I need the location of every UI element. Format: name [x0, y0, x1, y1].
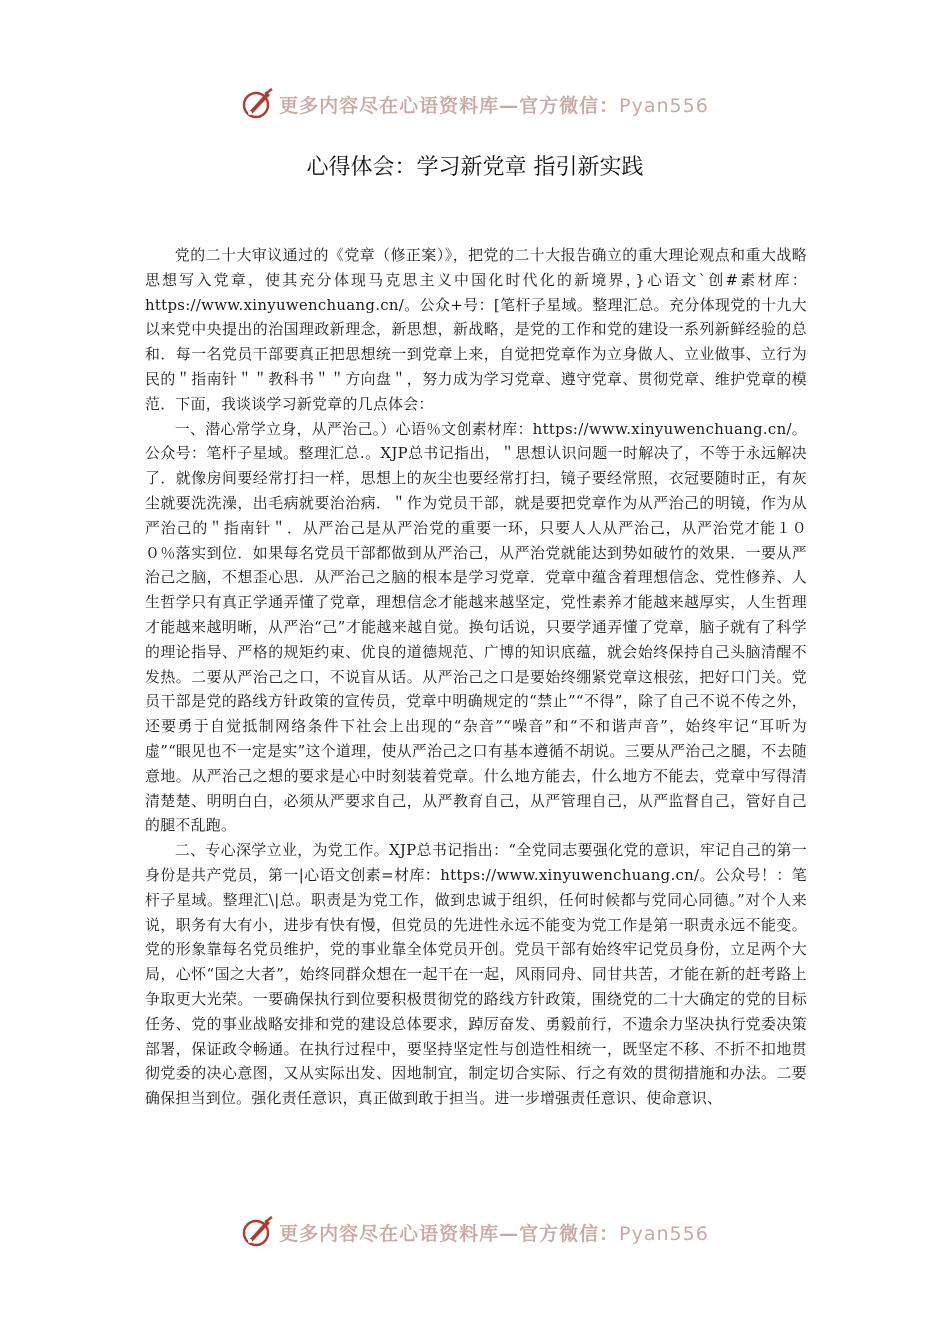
- paragraph-section-two: 二、专心深学立业，为党工作。XJP总书记指出：“全党同志要强化党的意识，牢记自己的第一身份是共产党员，第一|心语文创素=材库：https://www.xinyuwenchuang.cn/。公众号！：笔杆子星域。整理汇\|总。职责是为党工作，做到忠诚于组织，任何时候都与党同心同德。”对个人来说，职务有大有小，进步有快有慢，但党员的先进性永远不能变为党工作是第一职责永远不能变。党的形象靠每名党员维护，党的事业靠全体党员开创。党员干部有始终牢记党员身份，立足两个大局，心怀“国之大者”，始终同群众想在一起干在一起，风雨同舟、同甘共苦，才能在新的赶考路上争取更大光荣。一要确保执行到位要积极贯彻党的路线方针政策，围绕党的二十大确定的党的目标任务、党的事业战略安排和党的建设总体要求，踔厉奋发、勇毅前行，不遗余力坚决执行党委决策部署，保证政令畅通。在执行过程中，要坚持坚定性与创造性相统一，既坚定不移、不折不扣地贯彻党委的决心意图，又从实际出发、因地制宜，制定切合实际、行之有效的贯彻措施和办法。二要确保担当到位。强化责任意识，真正做到敢于担当。进一步增强责任意识、使命意识、: [145, 841, 807, 1108]
- header-watermark-banner: [0, 84, 950, 124]
- header-watermark-text: 更多内容尽在心语资料库—官方微信：Pyan556: [279, 94, 709, 117]
- paragraph-intro: 党的二十大审议通过的《党章（修正案）》，把党的二十大报告确立的重大理论观点和重大战略思想写入党章，使其充分体现马克思主义中国化时代化的新境界，}心语文`创#素材库：https://www.xinyuwenchuang.cn/。公众+号：[笔杆子星域。整理汇总。充分体现党的十九大以来党中央提出的治国理政新理念，新思想，新战略，是党的工作和党的建设一系列新鲜经验的总和．每一名党员干部要真正把思想统一到党章上来，自觉把党章作为立身做人、立业做事、立行为民的＂指南针＂＂教科书＂＂方向盘＂，努力成为学习党章、遵守党章、贯彻党章、维护党章的模范．下面，我谈谈学习新党章的几点体会：: [145, 246, 807, 413]
- document-body: [145, 243, 807, 1111]
- paragraph-section-one: 一、潜心常学立身，从严治己。）心语％文创素材库：https://www.xinyuwenchuang.cn/。公众号：笔杆子星域。整理汇总.。XJP总书记指出，＂思想认识问题一时解决了，不等于永远解决了．就像房间要经常打扫一样，思想上的灰尘也要经常打扫，镜子要经常照，衣冠要随时正，有灰尘就要洗洗澡，出毛病就要治治病．＂作为党员干部，就是要把党章作为从严治己的明镜，作为从严治己的＂指南针＂．从严治己是从严治党的重要一环，只要人人从严治己，从严治党才能１００％落实到位．如果每名党员干部都做到从严治己，从严治党就能达到势如破竹的效果．一要从严治己之脑，不想歪心思．从严治己之脑的根本是学习党章．党章中蕴含着理想信念、党性修养、人生哲学只有真正学通弄懂了党章，理想信念才能越来越坚定，党性素养才能越来越厚实，人生哲理才能越来越明晰，从严治“己”才能越来越自觉。换句话说，只要学通弄懂了党章，脑子就有了科学的理论指导、严格的规矩约束、优良的道德规范、广博的知识底蕴，就会始终保持自己头脑清醒不发热。二要从严治己之口，不说盲从话。从严治己之口是要始终绷紧党章这根弦，把好口门关。党员干部是党的路线方针政策的宣传员，党章中明确规定的“禁止”“不得”，除了自己不说不传之外，还要勇于自觉抵制网络条件下社会上出现的“杂音”“噪音”和“不和谐声音”，始终牢记“耳听为虚”“眼见也不一定是实”这个道理，使从严治己之口有基本遵循不胡说。三要从严治己之腿，不去随意地。从严治己之想的要求是心中时刻装着党章。什么地方能去，什么地方不能去，党章中写得清清楚楚、明明白白，必须从严要求自己，从严教育自己，从严管理自己，从严监督自己，管好自己的腿不乱跑。: [145, 419, 807, 835]
- pen-logo-icon: [241, 1215, 275, 1249]
- pen-logo-icon: [241, 87, 275, 121]
- footer-watermark-text: 更多内容尽在心语资料库—官方微信：Pyan556: [279, 1222, 709, 1245]
- footer-watermark-banner: [0, 1212, 950, 1252]
- document-title: 心得体会：学习新党章 指引新实践: [306, 155, 644, 180]
